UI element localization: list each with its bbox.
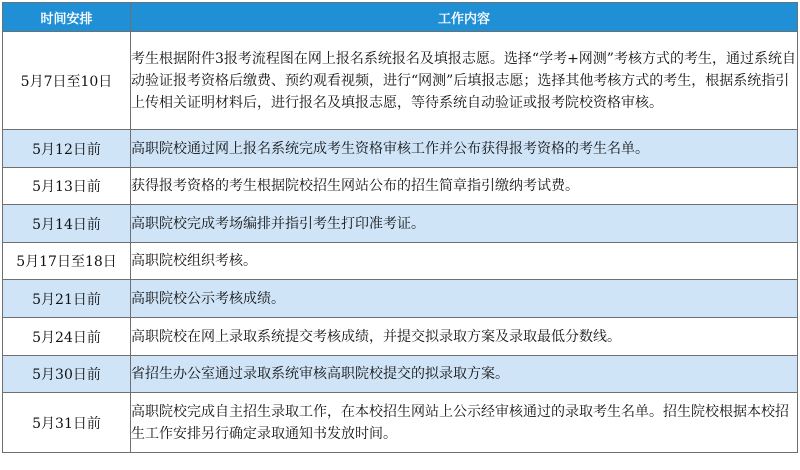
row-content: 获得报考资格的考生根据院校招生网站公布的招生简章指引缴纳考试费。 [131,168,798,205]
header-content: 工作内容 [131,3,798,32]
row-time: 5月17日至18日 [3,243,131,280]
table-row [3,32,798,130]
table-row [3,205,798,243]
row-content: 高职院校通过网上报名系统完成考生资格审核工作并公布获得报考资格的考生名单。 [131,130,798,168]
row-content: 高职院校公示考核成绩。 [131,280,798,318]
header-time: 时间安排 [3,3,131,32]
row-time: 5月13日前 [3,168,131,205]
schedule-table [2,2,798,453]
table-header-row [3,3,798,32]
table-row [3,318,798,356]
row-content: 省招生办公室通过录取系统审核高职院校提交的拟录取方案。 [131,356,798,393]
row-time: 5月30日前 [3,356,131,393]
row-time: 5月7日至10日 [3,32,131,130]
row-content: 高职院校完成考场编排并指引考生打印准考证。 [131,205,798,243]
row-time: 5月21日前 [3,280,131,318]
row-content: 高职院校完成自主招生录取工作，在本校招生网站上公示经审核通过的录取考生名单。招生院校根据本校招生工作安排另行确定录取通知书发放时间。 [131,393,798,453]
row-time: 5月12日前 [3,130,131,168]
table-row [3,130,798,168]
row-time: 5月24日前 [3,318,131,356]
row-content: 考生根据附件3报考流程图在网上报名系统报名及填报志愿。选择“学考+网测”考核方式的考生，通过系统自动验证报考资格后缴费、预约观看视频，进行“网测”后填报志愿；选择其他考核方式的考生，根据系统指引上传相关证明材料后，进行报名及填报志愿，等待系统自动验证或报考院校资格审核。 [131,32,798,130]
table-row [3,356,798,393]
table-row [3,393,798,453]
row-time: 5月31日前 [3,393,131,453]
row-content: 高职院校组织考核。 [131,243,798,280]
table-row [3,280,798,318]
row-content: 高职院校在网上录取系统提交考核成绩，并提交拟录取方案及录取最低分数线。 [131,318,798,356]
table-row [3,243,798,280]
table-row [3,168,798,205]
row-time: 5月14日前 [3,205,131,243]
